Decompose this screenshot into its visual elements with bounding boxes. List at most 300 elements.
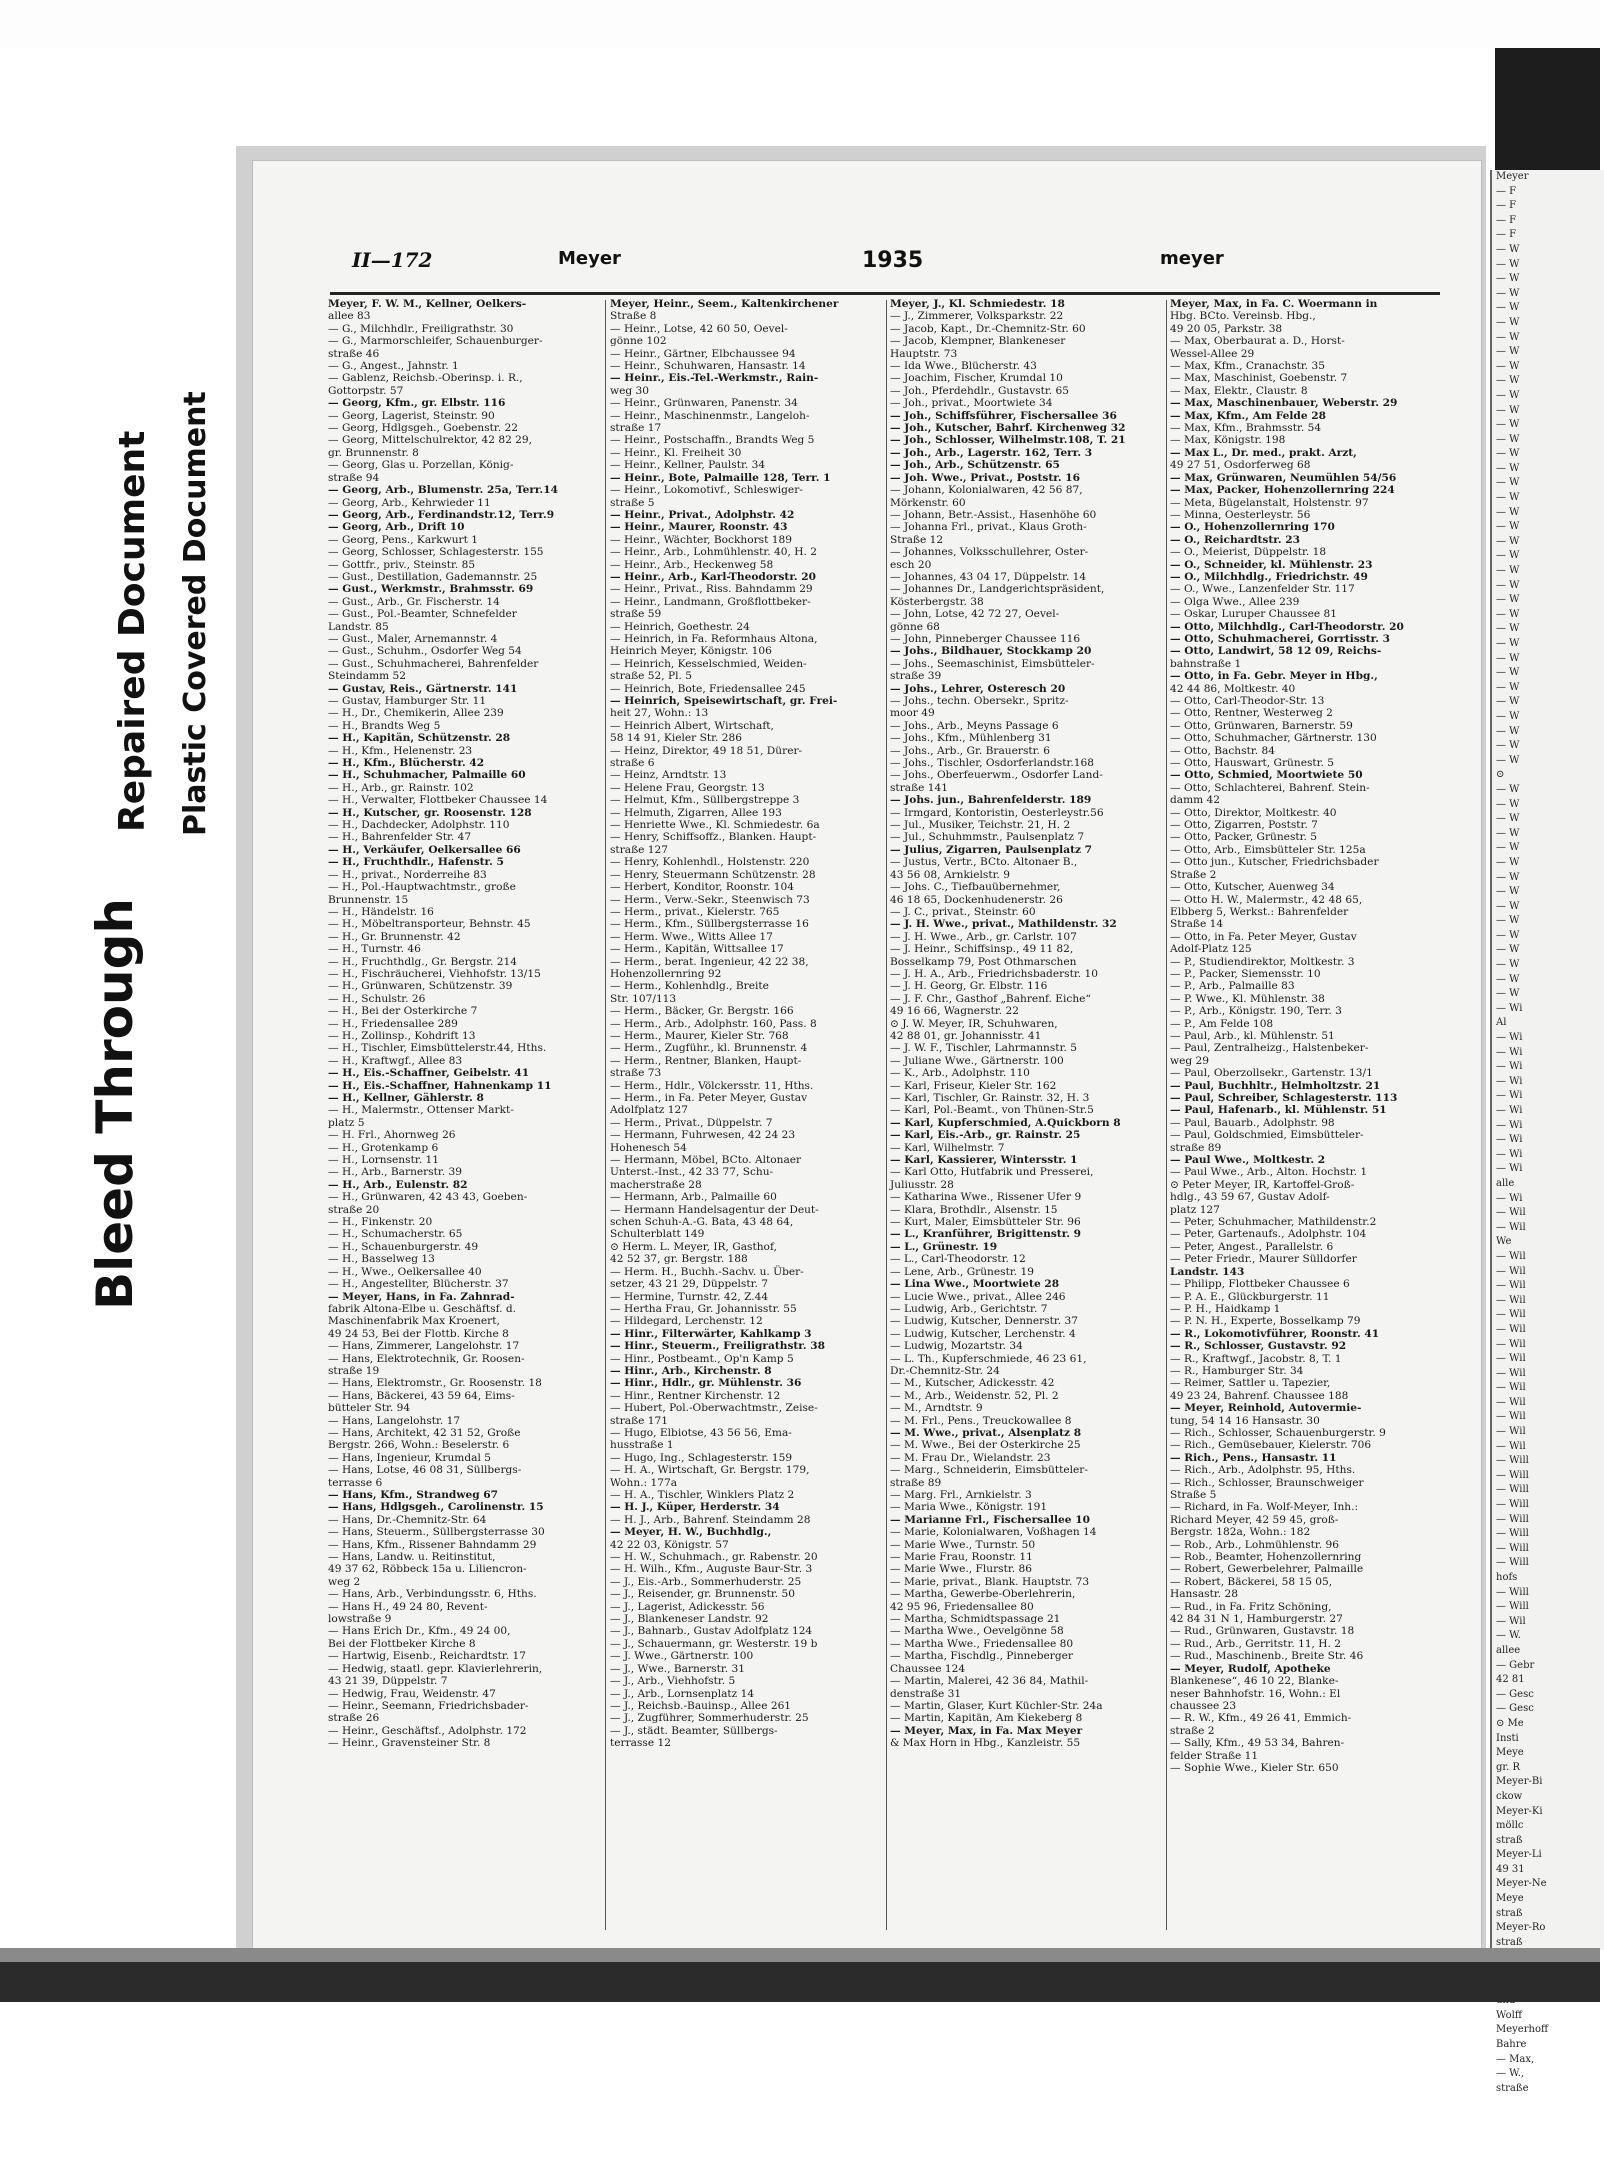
directory-entry: — Max, Maschinenbauer, Weberstr. 29 [1170,397,1398,410]
next-page-line: — W [1496,754,1520,766]
next-page-line: — Gebr [1496,1659,1535,1671]
directory-entry: — Ludwig, Mozartstr. 34 [890,1340,1023,1353]
directory-entry: — J., Zimmerer, Volksparkstr. 22 [890,310,1064,323]
directory-entry: — Herm., Hdlr., Völckersstr. 11, Hths. [610,1079,814,1092]
directory-entry: — Heinr., Kl. Freiheit 30 [610,446,742,459]
directory-entry: lowstraße 9 [328,1613,392,1626]
directory-entry: — Marie Frau, Roonstr. 11 [890,1551,1033,1564]
next-page-line: — Will [1496,1528,1529,1540]
directory-entry: — M. Wwe., Bei der Osterkirche 25 [890,1439,1081,1452]
directory-entry: — Martha, Fischdlg., Pinneberger [890,1650,1073,1663]
directory-entry: Schulterblatt 149 [610,1228,705,1241]
next-page-line: — Will [1496,1542,1529,1554]
directory-entry: — Heinr., Grünwaren, Panenstr. 34 [610,397,798,410]
directory-entry: — H. A., Tischler, Winklers Platz 2 [610,1489,795,1501]
directory-entry: — Otto jun., Kutscher, Friedrichsbader [1170,856,1379,869]
next-page-line: — W [1496,871,1520,883]
directory-entry: — Hans, Hdlgsgeh., Carolinenstr. 15 [328,1501,544,1514]
directory-entry: — H., Dachdecker, Adolphstr. 110 [328,819,510,832]
next-page-line: — W [1496,915,1520,927]
directory-entry: — Hermine, Turnstr. 42, Z.44 [610,1290,769,1303]
next-page-line: — Wil [1496,1353,1526,1365]
directory-entry: schen Schuh-A.-G. Bata, 43 48 64, [610,1216,794,1229]
directory-entry: straße 26 [328,1712,380,1725]
directory-entry: — Herm., in Fa. Peter Meyer, Gustav [610,1092,808,1104]
directory-entry: — Heinr., Postschaffn., Brandts Weg 5 [610,434,815,447]
next-page-line: — Wi [1496,1148,1523,1160]
next-page-line: — W [1496,302,1520,314]
directory-entry: — R., Lokomotivführer, Roonstr. 41 [1170,1327,1380,1340]
directory-entry: straße 94 [328,471,380,484]
directory-entry: — Hugo, Ing., Schlagesterstr. 159 [610,1451,793,1464]
directory-entry: — Otto, Kutscher, Auenweg 34 [1170,881,1335,894]
next-page-line: — W [1496,506,1520,518]
directory-entry: — Martha, Gewerbe-Oberlehrerin, [890,1588,1076,1601]
directory-entry: — John, Lotse, 42 72 27, Oevel- [890,608,1060,621]
directory-entry: — Joachim, Fischer, Krumdal 10 [890,372,1063,385]
column-divider [1166,300,1167,1930]
next-page-line: — Will [1496,1499,1529,1511]
directory-entry: — Martha Wwe., Oevelgönne 58 [890,1625,1064,1638]
directory-entry: Hohenzollernring 92 [610,967,722,980]
next-page-line: ckow [1496,1790,1523,1802]
directory-entry: — Martin, Glaser, Kurt Küchler-Str. 24a [890,1699,1103,1712]
directory-entry: — Hinr., Postbeamt., Op'n Kamp 5 [610,1352,794,1365]
directory-entry: Bosselkamp 79, Post Othmarschen [890,955,1077,968]
directory-entry: moor 49 [890,707,935,720]
directory-entry: allee 83 [328,310,371,323]
directory-entry: — Hans, Architekt, 42 31 52, Große [328,1426,521,1439]
directory-entry: straße 2 [1170,1724,1215,1737]
directory-entry: — Meta, Bügelanstalt, Holstenstr. 97 [1170,496,1369,509]
directory-entry: Mörkenstr. 60 [890,496,966,509]
next-page-line: — Wil [1496,1265,1526,1277]
next-page-line: — Wil [1496,1367,1526,1379]
directory-entry: — Jul., Musiker, Teichstr. 21, H. 2 [890,819,1071,832]
directory-entry: straße 46 [328,347,380,360]
directory-entry: Straße 2 [1170,868,1217,881]
directory-entry: — Herm., Arb., Adolphstr. 160, Pass. 8 [610,1017,817,1030]
next-page-line: — Wil [1496,1309,1526,1321]
directory-entry: — Heinr., Arb., Karl-Theodorstr. 20 [610,570,817,583]
directory-entry: Hauptstr. 73 [890,347,958,360]
directory-entry: straße 17 [610,422,662,435]
directory-entry: — L., Grünestr. 19 [890,1240,998,1253]
directory-entry: 58 14 91, Kieler Str. 286 [610,732,742,745]
directory-entry: — H., Eis.-Schaffner, Hahnenkamp 11 [328,1079,552,1092]
directory-entry: — Hans, Elektrotechnik, Gr. Roosen- [328,1352,525,1365]
directory-entry: esch 20 [890,558,932,571]
directory-entry: — Herm. Wwe., Witts Allee 17 [610,930,773,943]
directory-entry: — Heinr., Lotse, 42 60 50, Oevel- [610,322,788,335]
next-page-line: — Gesc [1496,1703,1534,1715]
directory-entry: — Gustav, Hamburger Str. 11 [328,695,487,707]
next-page-line: — W [1496,594,1520,606]
directory-entry: — Joh., Arb., Schützenstr. 65 [890,459,1060,472]
next-page-line: — W [1496,273,1520,285]
page-bottom-shadow [0,1948,1600,1962]
directory-entry: — P., Packer, Siemensstr. 10 [1170,967,1321,980]
directory-entry: — G., Milchhdlr., Freiligrathstr. 30 [328,322,514,335]
directory-entry: — Meyer, Reinhold, Autovermie- [1170,1402,1362,1415]
directory-entry: — Johannes, Volksschullehrer, Oster- [890,546,1089,559]
next-page-line: — Wi [1496,1163,1523,1175]
directory-entry: 43 21 39, Düppelstr. 7 [328,1675,448,1688]
directory-entry: weg 29 [1170,1054,1209,1067]
directory-entry: — Georg, Arb., Blumenstr. 25a, Terr.14 [328,484,558,497]
next-page-line: Bahre [1496,2039,1527,2050]
directory-entry: chaussee 23 [1170,1699,1237,1712]
directory-entry: — Heinr., Schuhwaren, Hansastr. 14 [610,360,806,373]
next-page-line: straß [1496,1834,1523,1846]
directory-entry: — Paul, Oberzollsekr., Gartenstr. 13/1 [1170,1067,1373,1080]
directory-column-2 [610,298,882,1938]
next-page-line: — W [1496,389,1520,401]
directory-entry: — Karl, Pol.-Beamt., von Thünen-Str.5 [890,1104,1094,1117]
next-page-line: — W [1496,725,1520,737]
directory-entry: Juliusstr. 28 [890,1178,954,1191]
next-page-line: — Will [1496,1586,1529,1598]
next-page-line: — W. [1496,1630,1521,1642]
directory-entry: — H., Lornsenstr. 11 [328,1154,439,1167]
directory-entry: — O., Meierist, Düppelstr. 18 [1170,546,1327,559]
directory-entry: setzer, 43 21 29, Düppelstr. 7 [610,1278,768,1291]
directory-entry: — M. Frl., Pens., Treuckowallee 8 [890,1414,1072,1427]
directory-entry: — Henry, Schiffsoffz., Blanken. Haupt- [610,831,817,844]
directory-entry: — Hertha Frau, Gr. Johannisstr. 55 [610,1302,797,1315]
next-page-line: — Wil [1496,1280,1526,1292]
header-year: 1935 [862,248,924,273]
directory-entry: — Gottfr., priv., Steinstr. 85 [328,558,476,571]
directory-entry: — H., Brandts Weg 5 [328,719,441,732]
directory-entry: — H., Fischräucherei, Viehhofstr. 13/15 [328,967,541,980]
directory-entry: — H., Arb., gr. Rainstr. 102 [328,781,474,794]
directory-entry: — Rob., Arb., Lohmühlenstr. 96 [1170,1538,1340,1551]
scanner-bottom-edge [0,1962,1600,2002]
directory-entry: — Otto, in Fa. Peter Meyer, Gustav [1170,930,1357,943]
directory-entry: — Hugo, Elbiotse, 43 56 56, Ema- [610,1426,792,1439]
directory-entry: — Peter, Angest., Parallelstr. 6 [1170,1240,1334,1253]
directory-entry: — Karl, Kassierer, Wintersstr. 1 [890,1154,1078,1167]
directory-entry: platz 127 [1170,1203,1220,1216]
directory-entry: — Karl, Kupferschmied, A.Quickborn 8 [890,1116,1121,1129]
directory-entry: — Heinr., Geschäftsf., Adolphstr. 172 [328,1724,527,1737]
directory-entry: — Philipp, Flottbeker Chaussee 6 [1170,1278,1350,1291]
directory-entry: — H., Schauenburgerstr. 49 [328,1240,479,1253]
directory-column-4 [1170,298,1440,1938]
directory-entry: — Otto H. W., Malermstr., 42 48 65, [1170,893,1363,906]
page-number: II—172 [352,248,433,272]
next-page-line: — Gesc [1496,1688,1534,1700]
directory-entry: — P. A. E., Glückburgerstr. 11 [1170,1290,1330,1303]
directory-entry: — Max, Kfm., Cranachstr. 35 [1170,360,1326,373]
directory-entry: — Otto, Schuhmacherei, Gorrtisstr. 3 [1170,632,1391,645]
header-rule [330,292,1440,295]
directory-entry: — Heinr., Arb., Heckenweg 58 [610,558,774,571]
directory-entry: bütteler Str. 94 [328,1402,411,1415]
next-page-line: — Will [1496,1557,1529,1569]
directory-entry: — Gust., Maler, Arnemannstr. 4 [328,632,498,645]
next-page-line: Meyer-Bi [1496,1776,1543,1788]
next-page-line: Meyer-Ne [1496,1878,1547,1890]
directory-entry: — Heinr., Maschinenmstr., Langeloh- [610,409,810,422]
directory-entry: — Herm., Verw.-Sekr., Steenwisch 73 [610,893,810,906]
directory-entry: — Hans Erich Dr., Kfm., 49 24 00, [328,1625,511,1638]
directory-entry: — Helmut, Kfm., Süllbergstreppe 3 [610,794,800,807]
directory-entry: Dr.-Chemnitz-Str. 24 [890,1364,1000,1377]
directory-entry: — Hans, Elektromstr., Gr. Roosenstr. 18 [328,1377,542,1390]
directory-entry: — Ludwig, Arb., Gerichtstr. 7 [890,1302,1048,1315]
directory-entry: — Heinrich, in Fa. Reformhaus Altona, [610,632,818,645]
directory-entry: — H., Pol.-Hauptwachtmstr., große [328,881,516,894]
directory-entry: Maschinenfabrik Max Kroenert, [328,1315,500,1328]
next-page-line: — W [1496,535,1520,547]
directory-entry: — M. Frau Dr., Wielandstr. 23 [890,1451,1051,1464]
directory-entry: — H., Fruchthdlr., Hafenstr. 5 [328,856,504,869]
directory-entry: — H. A., Wirtschaft, Gr. Bergstr. 179, [610,1464,810,1477]
directory-entry: — R. W., Kfm., 49 26 41, Emmich- [1170,1712,1352,1725]
directory-entry: 49 24 53, Bei der Flottb. Kirche 8 [328,1327,509,1340]
directory-entry: Meyer, Max, in Fa. C. Woermann in [1170,298,1378,310]
directory-entry: — H., Grünwaren, Schützenstr. 39 [328,980,513,993]
directory-entry: — Georg, Mittelschulrektor, 42 82 29, [328,434,533,447]
next-page-line: — W [1496,667,1520,679]
next-page-line: — W [1496,287,1520,299]
directory-entry: — Marie Wwe., Flurstr. 86 [890,1563,1032,1576]
directory-entry: — H., Tischler, Eimsbüttelerstr.44, Hths. [328,1042,547,1055]
directory-entry: — Georg, Schlosser, Schlagesterstr. 155 [328,546,544,559]
directory-entry: — Otto, Carl-Theodor-Str. 13 [1170,695,1325,707]
directory-entry: — Hubert, Pol.-Oberwachtmstr., Zeise- [610,1402,818,1415]
directory-entry: — Helene Frau, Georgstr. 13 [610,781,765,794]
directory-entry: — Hinr., Hdlr., gr. Mühlenstr. 36 [610,1377,802,1390]
directory-entry: — Lina Wwe., Moortwiete 28 [890,1278,1060,1291]
directory-entry: — Herm., Kfm., Süllbergsterrasse 16 [610,918,809,931]
directory-entry: — Paul, Zentralheizg., Halstenbeker- [1170,1042,1369,1055]
directory-entry: — Paul Wwe., Moltkestr. 2 [1170,1154,1326,1167]
directory-entry: — Heinrich Albert, Wirtschaft, [610,719,774,732]
directory-entry: — J., Schauermann, gr. Westerstr. 19 b [610,1637,818,1650]
next-page-line: — Wi [1496,1119,1523,1131]
directory-entry: — J. H. Wwe., privat., Mathildenstr. 32 [890,918,1117,931]
directory-entry: — Sophie Wwe., Kieler Str. 650 [1170,1761,1339,1774]
directory-entry: — Gust., Schuhm., Osdorfer Weg 54 [328,645,522,658]
directory-entry: straße 171 [610,1414,669,1427]
directory-entry: — Hans, Kfm., Rissener Bahndamm 29 [328,1538,537,1551]
next-page-line: Wolff [1496,2009,1522,2021]
directory-entry: Landstr. 143 [1170,1265,1245,1278]
directory-entry: Bergstr. 182a, Wohn.: 182 [1170,1526,1311,1539]
directory-entry: — Henry, Steuermann Schützenstr. 28 [610,868,816,881]
directory-entry: Steindamm 52 [328,670,407,683]
directory-entry: — O., Reichardtstr. 23 [1170,533,1301,546]
directory-entry: — Georg, Kfm., gr. Elbstr. 116 [328,397,506,410]
next-page-line: — W [1496,404,1520,416]
directory-entry: — Max, Königstr. 198 [1170,434,1286,447]
directory-entry: — Karl, Tischler, Gr. Rainstr. 32, H. 3 [890,1092,1090,1104]
directory-entry: & Max Horn in Hbg., Kanzleistr. 55 [890,1737,1081,1750]
directory-entry: Meyer, J., Kl. Schmiedestr. 18 [890,298,1065,310]
next-page-line: — Max, [1496,2053,1535,2065]
directory-entry: — Heinrich, Kesselschmied, Weiden- [610,657,807,670]
next-page-line: — Will [1496,1484,1529,1496]
next-page-line: — Wi [1496,1192,1523,1204]
directory-entry: straße 89 [890,1476,942,1489]
directory-entry: weg 30 [610,384,649,397]
directory-entry: — Paul, Hafenarb., kl. Mühlenstr. 51 [1170,1104,1387,1117]
directory-entry: — Otto, Packer, Grünestr. 5 [1170,831,1318,844]
next-page-line: — Will [1496,1601,1529,1613]
directory-entry: ⊙ J. W. Meyer, IR, Schuhwaren, [890,1017,1058,1030]
next-page-line: — W [1496,462,1520,474]
directory-entry: — Karl Otto, Hutfabrik und Presserei, [890,1166,1094,1179]
next-page-fragment [1490,170,1604,2094]
directory-entry: — H., Zollinsp., Kohdrift 13 [328,1029,476,1042]
directory-entry: Blankenese“, 46 10 22, Blanke- [1170,1675,1339,1688]
next-page-line: — W [1496,856,1520,868]
next-page-line: — W [1496,783,1520,795]
directory-entry: — Marie, privat., Blank. Hauptstr. 73 [890,1575,1090,1588]
directory-entry: — Heinrich, Goethestr. 24 [610,620,750,633]
directory-entry: weg 2 [328,1575,361,1588]
directory-entry: — Gust., Destillation, Gademannstr. 25 [328,570,538,583]
directory-entry: — H., Gr. Brunnenstr. 42 [328,930,461,943]
directory-entry: gr. Brunnenstr. 8 [328,446,419,459]
directory-entry: — Peter, Schuhmacher, Mathildenstr.2 [1170,1216,1377,1229]
directory-entry: — Heinr., Gärtner, Elbchaussee 94 [610,347,796,360]
directory-entry: — Otto, Schmied, Moortwiete 50 [1170,769,1363,782]
next-page-line: — F [1496,229,1517,241]
directory-entry: — Julius, Zigarren, Paulsenplatz 7 [890,843,1093,856]
next-page-line: straße [1496,2082,1529,2094]
next-page-line: — W [1496,608,1520,620]
directory-entry: — L., Carl-Theodorstr. 12 [890,1253,1026,1266]
directory-entry: — Rob., Beamter, Hohenzollernring [1170,1551,1362,1564]
next-page-line: allee [1496,1644,1521,1656]
directory-entry: — Heinrich, Bote, Friedensallee 245 [610,682,806,695]
directory-entry: ⊙ Herm. L. Meyer, IR, Gasthof, [610,1240,777,1253]
directory-entry: — H., Dr., Chemikerin, Allee 239 [328,707,504,720]
column-divider [886,300,887,1930]
next-page-line: — W [1496,944,1520,956]
directory-entry: — Hinr., Arb., Kirchenstr. 8 [610,1364,772,1377]
header-left-name: Meyer [558,248,621,269]
next-page-line: — W [1496,798,1520,810]
next-page-line: — W [1496,331,1520,343]
directory-entry: — Meyer, Rudolf, Apotheke [1170,1662,1331,1675]
next-page-line: — W [1496,258,1520,270]
next-page-line: — W [1496,316,1520,328]
directory-entry: platz 5 [328,1116,365,1129]
directory-entry: — Max, Packer, Hohenzollernring 224 [1170,484,1395,497]
directory-entry: — H., Möbeltransporteur, Behnstr. 45 [328,918,531,931]
directory-entry: — Gustav, Reis., Gärtnerstr. 141 [328,682,518,695]
next-page-line: — Wi [1496,1134,1523,1146]
directory-entry: — J. C., privat., Steinstr. 60 [890,905,1036,918]
directory-entry: — H., Bei der Osterkirche 7 [328,1005,478,1018]
directory-entry: — Herm., Kapitän, Wittsallee 17 [610,943,784,956]
directory-entry: — Johs. C., Tiefbauübernehmer, [890,881,1061,894]
directory-entry: — H., Friedensallee 289 [328,1017,458,1030]
next-page-line: — W [1496,346,1520,358]
directory-entry: — Otto, Direktor, Moltkestr. 40 [1170,806,1337,819]
directory-entry: — P. N. H., Experte, Bosselkamp 79 [1170,1315,1361,1328]
directory-entry: hdlg., 43 59 67, Gustav Adolf- [1170,1191,1330,1204]
next-page-line: — W [1496,740,1520,752]
directory-entry: 42 22 03, Königstr. 57 [610,1538,729,1551]
directory-entry: 42 44 86, Moltkestr. 40 [1170,682,1296,695]
directory-entry: — J. H. Georg, Gr. Elbstr. 116 [890,980,1048,993]
directory-entry: — Herm., Zugführ., kl. Brunnenstr. 4 [610,1042,808,1055]
directory-entry: — Otto, in Fa. Gebr. Meyer in Hbg., [1170,670,1378,683]
directory-entry: — Herm., Maurer, Kieler Str. 768 [610,1029,789,1042]
next-page-line: — W [1496,842,1520,854]
directory-entry: — Johs., Arb., Gr. Brauerstr. 6 [890,744,1051,757]
directory-entry: — Heinr., Kellner, Paulstr. 34 [610,459,766,472]
directory-entry: — Henry, Kohlenhdl., Holstenstr. 220 [610,856,810,869]
directory-entry: — Reimer, Sattler u. Tapezier, [1170,1377,1331,1390]
directory-entry: — Otto, Grünwaren, Barnerstr. 59 [1170,719,1353,732]
directory-entry: denstraße 31 [890,1687,962,1700]
directory-entry: — H., Eis.-Schaffner, Geibelstr. 41 [328,1067,530,1080]
next-page-line: Meyer [1496,171,1529,182]
next-page-line: — W [1496,813,1520,825]
directory-entry: — Jul., Schuhmmstr., Paulsenplatz 7 [890,831,1085,844]
directory-entry: — J., Zugführer, Sommerhuderstr. 25 [610,1712,809,1725]
directory-entry: — Johs., Arb., Meyns Passage 6 [890,719,1059,732]
next-page-line: straß [1496,1936,1523,1948]
directory-entry: — Peter, Gartenaufs., Adolphstr. 104 [1170,1228,1367,1241]
directory-entry: — P. Wwe., Kl. Mühlenstr. 38 [1170,992,1325,1005]
directory-entry: Straße 5 [1170,1489,1217,1501]
directory-entry: — Hans, Kfm., Strandweg 67 [328,1489,499,1501]
directory-entry: — Gust., Schuhmacherei, Bahrenfelder [328,657,539,670]
directory-entry: — Robert, Gewerbelehrer, Palmaille [1170,1563,1364,1576]
label-bleed-through: Bleed Through [86,898,144,1310]
directory-entry: — Gust., Pol.-Beamter, Schnefelder [328,608,517,621]
directory-entry: — Marianne Frl., Fischersallee 10 [890,1513,1090,1526]
directory-entry: — Heinr., Arb., Lohmühlenstr. 40, H. 2 [610,546,817,559]
directory-entry: 42 88 01, gr. Johannisstr. 41 [890,1029,1042,1042]
directory-entry: — Heinr., Bote, Palmaille 128, Terr. 1 [610,471,831,484]
directory-entry: straße 5 [610,496,655,509]
directory-entry: — J., Blankeneser Landstr. 92 [610,1613,769,1626]
directory-entry: — Georg, Glas u. Porzellan, König- [328,459,514,472]
directory-entry: — Georg, Pens., Karkwurt 1 [328,533,478,546]
directory-entry: heit 27, Wohn.: 13 [610,707,709,720]
directory-entry: — J. Heinr., Schiffsinsp., 49 11 82, [890,943,1074,956]
directory-entry: — M., Arndtstr. 9 [890,1402,983,1415]
directory-entry: — Martin, Kapitän, Am Kiekeberg 8 [890,1712,1083,1725]
directory-entry: — Richard, in Fa. Wolf-Meyer, Inh.: [1170,1501,1359,1514]
directory-entry: — Joh., Schlosser, Wilhelmstr.108, T. 21 [890,434,1126,447]
directory-entry: Adolfplatz 127 [610,1104,689,1117]
directory-entry: — Max L., Dr. med., prakt. Arzt, [1170,446,1357,459]
directory-entry: — P., Arb., Palmaille 83 [1170,980,1295,993]
directory-entry: — P., Studiendirektor, Moltkestr. 3 [1170,955,1355,968]
directory-entry: — J., Bahnarb., Gustav Adolfplatz 124 [610,1625,813,1638]
label-plastic-covered-document: Plastic Covered Document [178,391,213,836]
next-page-line: — W [1496,521,1520,533]
directory-entry: — Paul Wwe., Arb., Alton. Hochstr. 1 [1170,1166,1368,1179]
directory-entry: — H., Verwalter, Flottbeker Chaussee 14 [328,794,548,807]
directory-entry: — Joh., Arb., Lagerstr. 162, Terr. 3 [890,446,1093,459]
directory-entry: — Rich., Gemüsebauer, Kielerstr. 706 [1170,1439,1372,1452]
directory-entry: — Georg, Arb., Kehrwieder 11 [328,496,491,509]
directory-entry: Elbberg 5, Werkst.: Bahrenfelder [1170,905,1349,918]
directory-entry: — Johanna Frl., privat., Klaus Groth- [890,521,1087,534]
next-page-line: — W [1496,959,1520,971]
